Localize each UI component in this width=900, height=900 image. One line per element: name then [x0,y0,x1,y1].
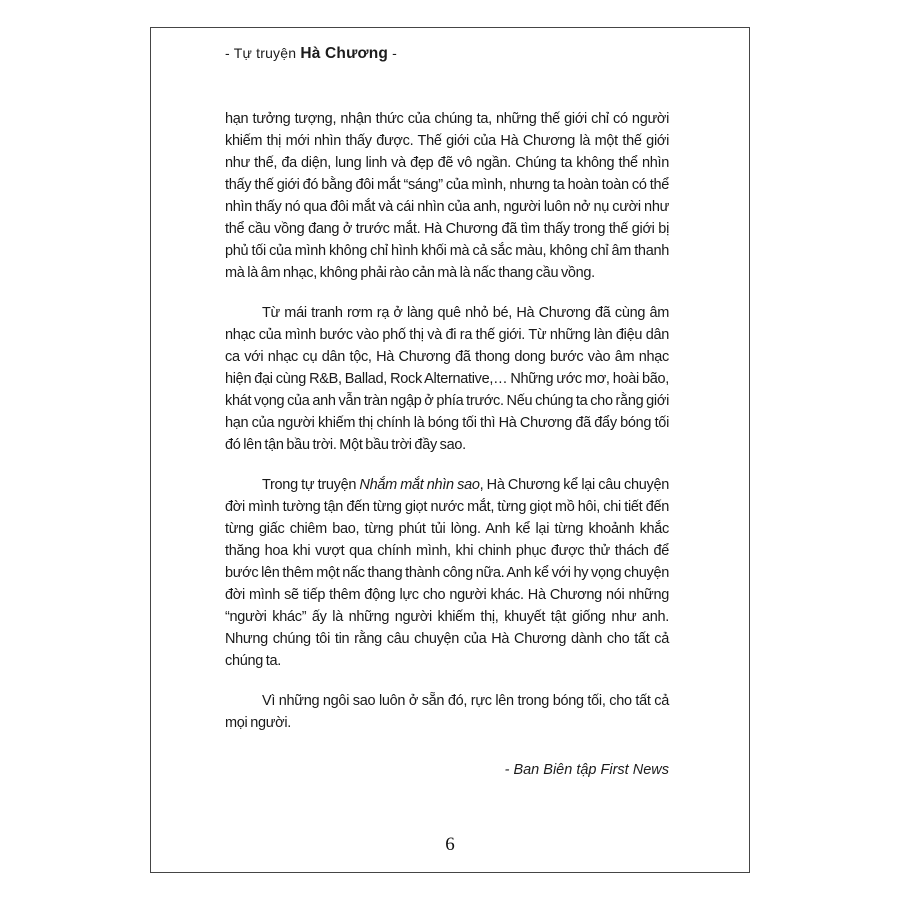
book-title-inline: Nhắm mắt nhìn sao [359,477,480,493]
running-head-suffix: - [388,45,398,61]
editor-signature: - Ban Biên tập First News [504,762,669,778]
paragraph-4: Vì những ngôi sao luôn ở sẵn đó, rực lên trong bóng tối, cho tất cả mọi người. [225,693,669,731]
running-head-author: Hà Chương [300,45,389,62]
paragraph-3-lead: Trong tự truyện [262,477,360,493]
page-frame [150,27,750,873]
paragraph-3 [225,474,669,672]
running-head-prefix: - Tự truyện [225,45,301,61]
paragraph-3-rest: , Hà Chương kể lại câu chuyện đời mình tường tận đến từng giọt nước mắt, từng giọt mồ hôi, chi tiết đến từng giấc chiêm bao, từng phút tủi lòng. Anh kể lại từng khoảnh khắc thăng hoa khi vượt qua chính mình, khi chinh phục được thử thách để bước lên thêm một nấc thang thành công nữa. Anh kể với hy vọng chuyện đời mình sẽ tiếp thêm động lực cho người khác. Hà Chương nói những “người khác” ấy là những người khiếm thị, khuyết tật giống như anh. Nhưng chúng tôi tin rằng câu chuyện của Hà Chương dành cho tất cả chúng ta. [225,477,670,669]
body-text [225,108,669,781]
page-number: 6 [445,834,455,855]
running-head [225,45,397,63]
paragraph-1: hạn tưởng tượng, nhận thức của chúng ta, những thế giới chỉ có người khiếm thị mới nhìn thấy được. Thế giới của Hà Chương là một thế giới như thế, đa diện, lung linh và đẹp đẽ vô ngần. Chúng ta không thể nhìn thấy thế giới đó bằng đôi mắt “sáng” của mình, nhưng ta hoàn toàn có thể nhìn thấy nó qua đôi mắt và cái nhìn của anh, người luôn nở nụ cười như thể cầu vồng đang ở trước mắt. Hà Chương đã tìm thấy trong thế giới bị phủ tối của mình không chỉ hình khối mà cả sắc màu, không chỉ âm thanh mà là âm nhạc, không phải rào cản mà là nấc thang cầu vồng. [225,111,669,281]
paragraph-2: Từ mái tranh rơm rạ ở làng quê nhỏ bé, Hà Chương đã cùng âm nhạc của mình bước vào phố thị và đi ra thế giới. Từ những làn điệu dân ca với nhạc cụ dân tộc, Hà Chương đã thong dong bước vào âm nhạc hiện đại cùng R&B, Ballad, Rock Alternative,… Những ước mơ, hoài bão, khát vọng của anh vẫn tràn ngập ở phía trước. Nếu chúng ta cho rằng giới hạn của người khiếm thị chính là bóng tối thì Hà Chương đã đẩy bóng tối đó lên tận bầu trời. Một bầu trời đầy sao. [225,305,669,453]
